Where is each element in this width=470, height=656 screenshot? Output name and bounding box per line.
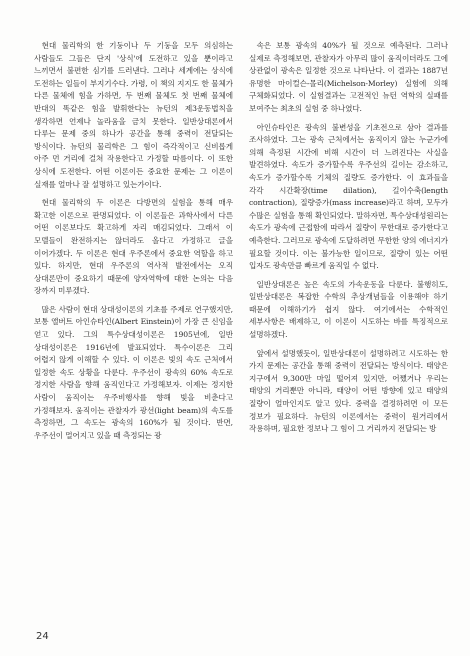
paragraph: 현대 물리학의 두 이론은 다방면의 실험을 통해 매우 확고한 이론으로 판명되었다. 이 이론들은 과학사에서 다른 어떤 이론보다도 확고하게 자리 매김되었다. 그래서 이 모델들이 완전하지는 않더라도 올다고 가정하고 글을 이어가겠다. 두 이론은 현대 우주론에서 중요한 역할을 하고 있다. 하지만, 현대 우주론의 역사적 발전에서는 오직 상대론만이 중요하기 때문에 양자역학에 대한 논의는 다음 장까지 미루겠다. bbox=[34, 198, 233, 296]
left-text-column bbox=[34, 40, 233, 628]
paragraph: 많은 사람이 현대 상대성이론의 기초를 주제로 연구했지만, 보통 앨버트 아인슈타인(Albert Einstein)이 가장 큰 신임을 얻고 있다. 그의 특수상대성이론은 1905년에, 일반 상대성이론은 1916년에 발표되었다. 특수이론은 그리 어렵지 않게 이해할 수 있다. 이 이론은 빛의 속도 근처에서 일정한 속도 상황을 다룬다. 우주선이 광속의 60% 속도로 정지한 사람을 향해 움직인다고 가정해보자. 이제는 정지한 사람이 움직이는 우주비행사를 향해 빛을 비춘다고 가정해보자. 움직이는 관찰자가 광선(light beam)의 속도를 측정하면, 그 속도는 광속의 160%가 될 것이다. 반면, 우주선이 멀어지고 있을 때 측정되는 광 bbox=[34, 304, 233, 440]
paragraph: 현대 물리학의 한 기둥이나 두 기둥을 모두 의심하는 사람들도 그들은 단지 '상식'에 도전하고 있을 뿐이라고 느끼면서 불편한 심기를 드러낸다. 그러나 세계에는 상식에 도전하는 일들이 부지기수다. 가령, 이 책의 지지도 한 물체가 다른 물체에 힘을 가하면, 두 번째 물체도 첫 번째 물체에 반대의 똑같은 힘을 발휘한다는 뉴턴의 제3운동법칙을 생각하면 언제나 놀라움을 금치 못한다. 일반상대론에서 다루는 문제 중의 하나가 공간을 통해 중력이 전달되는 방식이다. 뉴턴의 물리학은 그 힘이 즉각적이고 신비롭게 아주 먼 거리에 걸쳐 작용한다고 가정할 따름이다. 이 또한 상식에 도전한다. 어떤 이론이든 중요한 문제는 그 이론이 실재를 얼마나 잘 설명하고 있는가이다. bbox=[34, 41, 233, 189]
paragraph: 앞에서 설명했듯이, 일반상대론이 설명하려고 시도하는 한 가지 문제는 공간을 통해 중력이 전달되는 방식이다. 태양은 지구에서 9,300만 마일 떨어져 있지만, 어쨌거나 우리는 태양의 거리뿐만 아니라, 태양이 어떤 방향에 있고 태양의 질량이 얼마인지도 알고 있다. 중력을 결정하려면 이 모든 정보가 필요하다. 뉴턴의 이론에서는 중력이 원거리에서 작용하며, 필요한 정보나 그 힘이 그 거리까지 전달되는 방 bbox=[249, 348, 448, 434]
right-text-column bbox=[249, 40, 448, 628]
paragraph: 속은 보통 광속의 40%가 될 것으로 예측된다. 그러나 실제로 측정해보면, 관찰자가 아무리 많이 움직이더라도 그에 상관없이 광속은 일정한 것으로 나타난다. 이 결과는 1887년 유명한 마이컬슨-몰리(Michelson-Morley) 실험에 의해 구체화되었다. 이 실험결과는 고전적인 뉴턴 역학의 실패를 보여주는 최초의 실험 중 하나였다. bbox=[249, 41, 448, 113]
paragraph: 일반상대론은 높은 속도의 가속운동을 다룬다. 불행히도, 일반상대론은 복잡한 수학의 추상개념들을 이용해야 하기 때문에 이해하기가 쉽지 않다. 여기에서는 수학적인 세부사항은 배제하고, 이 이론이 시도하는 바를 특징적으로 설명하겠다. bbox=[249, 279, 448, 340]
paragraph: 아인슈타인은 광속의 불변성을 기초전으로 삼아 결과를 조사하였다. 그는 광속 근처에서는 움직이지 않는 누군가에 의해 측정된 시간에 비해 시간이 더 느려진다는 사실을 발견하였다. 속도가 증가할수록 우주선의 길이는 감소하고, 속도가 증가할수록 기체의 질량도 증가한다. 이 효과들을 각각 시간확장(time dilation), 길이수축(length contraction), 질량증가(mass increase)라고 하며, 모두가 수많은 실험을 통해 확인되었다. 말하자면, 특수상대성원리는 속도가 광속에 근접함에 따라서 질량이 무한대로 증가한다고 예측한다. 그러므로 광속에 도달하려면 무한한 양의 에너지가 필요할 것이다. 이는 불가능한 일이므로, 질량이 있는 어떤 입자도 광속만큼 빠르게 움직일 수 없다. bbox=[249, 122, 448, 271]
page-number: 24 bbox=[36, 631, 49, 642]
